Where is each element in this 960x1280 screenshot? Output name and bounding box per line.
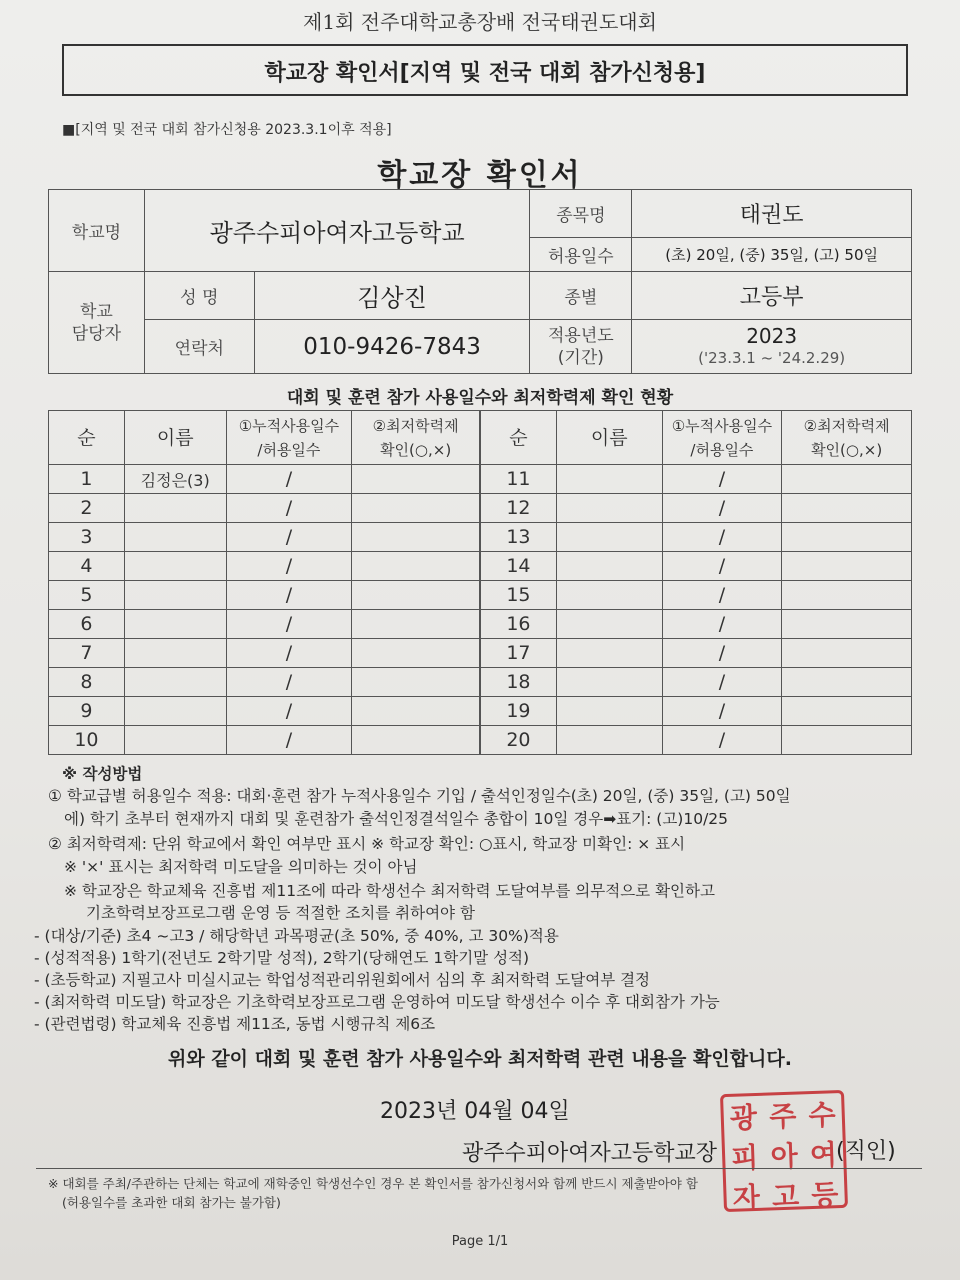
name-label: 성 명 xyxy=(144,272,254,320)
row-days: / xyxy=(226,581,352,610)
row-name xyxy=(124,697,226,726)
info-table xyxy=(48,189,912,374)
row-check xyxy=(352,726,480,755)
row-check xyxy=(352,639,480,668)
row-number: 12 xyxy=(481,494,557,523)
row-check xyxy=(352,581,480,610)
table-row xyxy=(49,494,480,523)
row-check xyxy=(782,668,912,697)
note-1a: ① 학교급별 허용일수 적용: 대회·훈련 참가 누적사용일수 기입 / 출석인정일수(초) 20일, (중) 35일, (고) 50일 xyxy=(48,787,791,805)
row-check xyxy=(782,581,912,610)
row-name xyxy=(556,697,662,726)
seal-char: 등 xyxy=(810,1178,839,1213)
year-value: 2023 xyxy=(746,323,798,348)
row-check xyxy=(352,668,480,697)
notes-heading: ※ 작성방법 xyxy=(62,765,143,783)
row-name xyxy=(556,465,662,494)
seal-char: 자 xyxy=(732,1180,761,1215)
footer-note-1: ※ 대회를 주최/주관하는 단체는 학교에 재학중인 학생선수인 경우 본 확인서를 참가신청서와 함께 반드시 제출받아야 함 xyxy=(48,1176,698,1191)
header-grade-1: ②최저학력제 xyxy=(372,416,459,435)
year-value-cell xyxy=(632,320,912,374)
row-check xyxy=(782,465,912,494)
row-name xyxy=(556,552,662,581)
contact-label: 연락처 xyxy=(144,320,254,374)
row-check xyxy=(352,494,480,523)
row-name xyxy=(124,726,226,755)
table-row xyxy=(481,552,912,581)
seal-char: 아 xyxy=(770,1139,799,1174)
row-number: 16 xyxy=(481,610,557,639)
header-days-1: ①누적사용일수 xyxy=(671,416,773,435)
header-grade-1: ②최저학력제 xyxy=(803,416,890,435)
row-check xyxy=(782,552,912,581)
detail-5: - (관련법령) 학교체육 진흥법 제11조, 동법 시행규칙 제6조 xyxy=(34,1015,436,1033)
staff-label xyxy=(49,272,145,374)
table-row xyxy=(481,465,912,494)
header-grade-2: 확인(○,×) xyxy=(811,440,883,459)
row-check xyxy=(352,523,480,552)
row-check xyxy=(352,697,480,726)
allowed-days-value: (초) 20일, (중) 35일, (고) 50일 xyxy=(632,238,912,272)
roster-right-body xyxy=(481,465,912,755)
row-number: 20 xyxy=(481,726,557,755)
table-row xyxy=(49,465,480,494)
row-days: / xyxy=(662,465,782,494)
row-days: / xyxy=(226,465,352,494)
seal-char: 고 xyxy=(771,1179,800,1214)
header-name: 이름 xyxy=(556,411,662,465)
school-label: 학교명 xyxy=(49,190,145,272)
note-4a: ※ 학교장은 학교체육 진흥법 제11조에 따라 학생선수 최저학력 도달여부를 의무적으로 확인하고 xyxy=(64,882,715,900)
row-name xyxy=(556,581,662,610)
name-value: 김상진 xyxy=(254,272,530,320)
seal-char: 피 xyxy=(730,1140,759,1175)
row-number: 3 xyxy=(49,523,125,552)
signatory: 광주수피아여자고등학교장 xyxy=(462,1141,718,1166)
table-row xyxy=(49,726,480,755)
row-number: 4 xyxy=(49,552,125,581)
row-days: / xyxy=(226,639,352,668)
row-check xyxy=(782,726,912,755)
row-check xyxy=(352,552,480,581)
table-row xyxy=(481,668,912,697)
note-1b: 에) 학기 초부터 현재까지 대회 및 훈련참가 출석인정결석일수 총합이 10일 경우➡표기: (고)10/25 xyxy=(64,810,729,828)
header-no: 순 xyxy=(49,411,125,465)
table-row xyxy=(49,668,480,697)
header-grade-2: 확인(○,×) xyxy=(380,440,452,459)
table-row xyxy=(481,581,912,610)
row-days: / xyxy=(226,523,352,552)
row-name xyxy=(124,639,226,668)
detail-4: - (최저학력 미도달) 학교장은 기초학력보장프로그램 운영하여 미도달 학생선수 이수 후 대회참가 가능 xyxy=(34,993,720,1011)
row-number: 1 xyxy=(49,465,125,494)
row-days: / xyxy=(226,668,352,697)
row-number: 14 xyxy=(481,552,557,581)
issue-date: 2023년 04월 04일 xyxy=(380,1099,570,1124)
header-days-1: ①누적사용일수 xyxy=(238,416,340,435)
row-check xyxy=(782,523,912,552)
row-number: 13 xyxy=(481,523,557,552)
note-2: ② 최저학력제: 단위 학교에서 확인 여부만 표시 ※ 학교장 확인: ○표시, 학교장 미확인: × 표시 xyxy=(48,835,686,853)
table-row xyxy=(49,523,480,552)
row-check xyxy=(782,697,912,726)
row-name xyxy=(124,523,226,552)
row-name xyxy=(124,494,226,523)
row-number: 18 xyxy=(481,668,557,697)
row-name: 김정은(3) xyxy=(124,465,226,494)
table-row xyxy=(49,581,480,610)
period-value: ('23.3.1 ~ '24.2.29) xyxy=(698,348,846,367)
row-number: 11 xyxy=(481,465,557,494)
row-days: / xyxy=(662,697,782,726)
row-days: / xyxy=(662,523,782,552)
note-3: ※ '×' 표시는 최저학력 미도달을 의미하는 것이 아님 xyxy=(64,858,418,876)
doc-banner-box xyxy=(62,44,908,96)
seal-char: 광 xyxy=(729,1100,758,1135)
header-no: 순 xyxy=(481,411,557,465)
row-number: 8 xyxy=(49,668,125,697)
detail-2: - (성적적용) 1학기(전년도 2학기말 성적), 2학기(당해연도 1학기말 성적) xyxy=(34,949,530,967)
header-grade xyxy=(782,411,912,465)
header-days xyxy=(226,411,352,465)
row-days: / xyxy=(662,552,782,581)
row-check xyxy=(782,639,912,668)
row-name xyxy=(124,610,226,639)
allowed-days-label: 허용일수 xyxy=(530,238,632,272)
sport-value: 태권도 xyxy=(632,190,912,238)
row-number: 5 xyxy=(49,581,125,610)
table-title: 대회 및 훈련 참가 사용일수와 최저학력제 확인 현황 xyxy=(286,388,674,408)
category-label: 종별 xyxy=(530,272,632,320)
row-days: / xyxy=(662,639,782,668)
seal-label: (직인) xyxy=(836,1139,896,1164)
table-row xyxy=(49,610,480,639)
table-row xyxy=(49,697,480,726)
header-days xyxy=(662,411,782,465)
roster-table-left xyxy=(48,410,480,755)
year-label xyxy=(530,320,632,374)
row-days: / xyxy=(226,697,352,726)
table-row xyxy=(481,726,912,755)
row-name xyxy=(556,639,662,668)
header-days-2: /허용일수 xyxy=(257,440,321,459)
row-check xyxy=(782,610,912,639)
footer-divider xyxy=(36,1168,922,1169)
row-name xyxy=(124,552,226,581)
sport-label: 종목명 xyxy=(530,190,632,238)
year-label-2: (기간) xyxy=(557,347,604,368)
header-name: 이름 xyxy=(124,411,226,465)
event-title: 제1회 전주대학교총장배 전국태권도대회 xyxy=(303,10,657,34)
table-row xyxy=(481,639,912,668)
row-days: / xyxy=(226,552,352,581)
row-days: / xyxy=(226,610,352,639)
category-value: 고등부 xyxy=(632,272,912,320)
row-name xyxy=(556,726,662,755)
row-name xyxy=(556,610,662,639)
row-name xyxy=(556,494,662,523)
row-days: / xyxy=(662,610,782,639)
doc-banner: 학교장 확인서[지역 및 전국 대회 참가신청용] xyxy=(264,61,706,86)
row-number: 6 xyxy=(49,610,125,639)
confirm-statement: 위와 같이 대회 및 훈련 참가 사용일수와 최저학력 관련 내용을 확인합니다. xyxy=(168,1048,792,1070)
applicability-note: ■[지역 및 전국 대회 참가신청용 2023.3.1이후 적용] xyxy=(62,122,392,138)
page-number: Page 1/1 xyxy=(451,1234,509,1249)
row-check xyxy=(782,494,912,523)
detail-1: - (대상/기준) 초4 ~고3 / 해당학년 과목평균(초 50%, 중 40%, 고 30%)적용 xyxy=(34,927,559,945)
row-check xyxy=(352,610,480,639)
main-title: 학교장 확인서 xyxy=(377,158,583,193)
table-row xyxy=(49,552,480,581)
row-days: / xyxy=(662,581,782,610)
table-row xyxy=(49,639,480,668)
row-name xyxy=(124,581,226,610)
row-days: / xyxy=(662,494,782,523)
table-row xyxy=(481,610,912,639)
row-check xyxy=(352,465,480,494)
seal-char: 주 xyxy=(768,1099,797,1134)
table-row xyxy=(481,494,912,523)
row-days: / xyxy=(662,668,782,697)
row-number: 15 xyxy=(481,581,557,610)
year-label-1: 적용년도 xyxy=(548,325,614,346)
row-days: / xyxy=(226,494,352,523)
row-number: 19 xyxy=(481,697,557,726)
row-number: 7 xyxy=(49,639,125,668)
row-name xyxy=(124,668,226,697)
roster-left-body xyxy=(49,465,480,755)
detail-3: - (초등학교) 지필고사 미실시교는 학업성적관리위원회에서 심의 후 최저학력 도달여부 결정 xyxy=(34,971,651,989)
note-4b: 기초학력보장프로그램 운영 등 적절한 조치를 취하여야 함 xyxy=(86,904,475,922)
row-number: 17 xyxy=(481,639,557,668)
header-days-2: /허용일수 xyxy=(690,440,754,459)
table-row xyxy=(481,523,912,552)
row-name xyxy=(556,523,662,552)
row-days: / xyxy=(226,726,352,755)
seal-char: 수 xyxy=(807,1098,837,1133)
staff-label-1: 학교 xyxy=(80,301,113,322)
header-grade xyxy=(352,411,480,465)
table-row xyxy=(481,697,912,726)
official-seal-stamp xyxy=(720,1090,848,1215)
roster-table-right xyxy=(480,410,912,755)
school-value: 광주수피아여자고등학교 xyxy=(144,190,530,272)
row-name xyxy=(556,668,662,697)
row-number: 2 xyxy=(49,494,125,523)
row-number: 10 xyxy=(49,726,125,755)
row-days: / xyxy=(662,726,782,755)
contact-value: 010-9426-7843 xyxy=(254,320,530,374)
staff-label-2: 담당자 xyxy=(71,323,122,344)
row-number: 9 xyxy=(49,697,125,726)
seal-char: 여 xyxy=(809,1138,838,1173)
footer-note-2: (허용일수를 초과한 대회 참가는 불가함) xyxy=(62,1195,281,1210)
